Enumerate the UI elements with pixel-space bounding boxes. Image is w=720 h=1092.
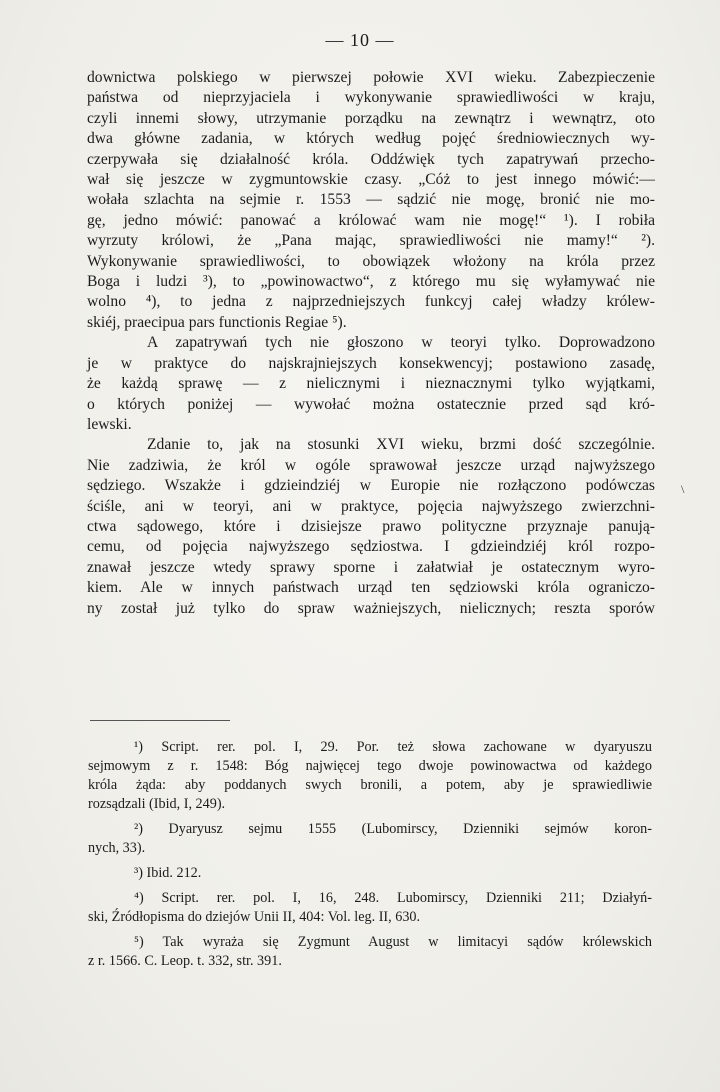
footnote-4	[88, 889, 652, 927]
text-line: czyli innemi słowy, utrzymanie porządku na zewnątrz i wewnątrz, oto	[87, 109, 655, 127]
text-line: downictwa polskiego w pierwszej połowie XVI wieku. Zabezpieczenie	[87, 69, 655, 86]
text-line: wolno ⁴), to jedna z najprzedniejszych funkcyj całej władzy królew-	[87, 293, 655, 311]
paragraph-3	[87, 435, 655, 619]
footnote-5	[88, 933, 652, 971]
footnote-line: ²) Dyaryusz sejmu 1555 (Lubomirscy, Dzienniki sejmów koron-	[134, 821, 652, 837]
text-line: wołała szlachta na sejmie r. 1553 — sądzić nie mogę, bronić nie mo-	[87, 191, 655, 209]
text-line: ctwa sądowego, które i dzisiejsze prawo polityczne przyznaje panują-	[87, 517, 655, 535]
text-line: o których poniżej — wywołać można ostatecznie przed sąd kró-	[87, 395, 655, 413]
footnote-line: ¹) Script. rer. pol. I, 29. Por. też słowa zachowane w dyaryuszu	[134, 739, 652, 755]
footnotes	[88, 738, 652, 977]
margin-mark: \	[681, 482, 685, 496]
text-line: wał się jeszcze w zygmuntowskie czasy. „Cóż to jest innego mówić:—	[87, 171, 655, 189]
text-line: czerpywała się działalność króla. Oddźwięk tych zapatrywań przecho-	[87, 150, 655, 168]
text-line: wyrzuty królowi, że „Pana mając, sprawiedliwości nie mamy!“ ²).	[87, 232, 655, 250]
footnote-3	[88, 864, 652, 883]
text-line: kiem. Ale w innych państwach urząd ten sędziowski króla ograniczo-	[87, 579, 655, 597]
text-line: lewski.	[87, 415, 132, 433]
text-line: A zapatrywań tych nie głoszono w teoryi tylko. Doprowadzono	[147, 334, 655, 352]
footnote-line: rozsądzali (Ibid, I, 249).	[88, 796, 226, 812]
footnote-line: sejmowym z r. 1548: Bóg najwięcej tego dwoje powinowactwa od każdego	[88, 758, 652, 774]
text-line: cemu, od pojęcia najwyższego sędziostwa. I gdzieindziéj król rozpo-	[87, 538, 655, 556]
text-line: że każdą sprawę — z nielicznymi i nieznacznymi tylko wyjątkami,	[87, 375, 655, 393]
footnote-line: z r. 1566. C. Leop. t. 332, str. 391.	[88, 953, 282, 969]
text-line: Wykonywanie sprawiedliwości, to obowiązek włożony na króla przez	[87, 252, 655, 270]
text-line: dwa główne zadania, w których według pojęć średniowiecznych wy-	[87, 130, 655, 148]
footnote-line: ski, Źródłopisma do dziejów Unii II, 404: Vol. leg. II, 630.	[88, 909, 421, 925]
text-line: je w praktyce do najskrajniejszych konsekwencyj; postawiono zasadę,	[87, 354, 655, 372]
footnote-2	[88, 820, 652, 858]
text-line: ściśle, ani w teoryi, ani w praktyce, pojęcia najwyższego zwierzchni-	[87, 497, 655, 515]
text-line: sędziego. Wszakże i gdzieindziéj w Europie nie rozłączono podówczas	[87, 477, 655, 495]
footnote-line: ⁴) Script. rer. pol. I, 16, 248. Lubomirscy, Dzienniki 211; Działyń-	[134, 890, 652, 906]
page-number: — 10 —	[325, 30, 395, 50]
footnote-1	[88, 738, 652, 814]
text-line: Boga i ludzi ³), to „powinowactwo“, z którego mu się wyłamywać nie	[87, 273, 655, 291]
footnote-line: ⁵) Tak wyraża się Zygmunt August w limitacyi sądów królewskich	[134, 934, 652, 950]
footnote-line: króla żąda: aby poddanych swych bronili, a potem, aby je sprawiedliwie	[88, 777, 652, 793]
footnote-divider	[90, 720, 230, 721]
text-line: Zdanie to, jak na stosunki XVI wieku, brzmi dość szczególnie.	[147, 436, 655, 454]
paragraph-2	[87, 333, 655, 435]
text-line: skiéj, praecipua pars functionis Regiae ⁵).	[87, 313, 347, 331]
text-line: gę, jedno mówić: panować a królować wam nie mogę!“ ¹). I robiła	[87, 211, 655, 229]
paragraph-1	[87, 68, 655, 333]
body-text	[87, 68, 655, 619]
text-line: państwa od nieprzyjaciela i wykonywanie sprawiedliwości w kraju,	[87, 89, 655, 107]
footnote-line: ³) Ibid. 212.	[134, 865, 202, 881]
footnote-line: nych, 33).	[88, 840, 146, 856]
text-line: Nie zadziwia, że król w ogóle sprawował jeszcze urząd najwyższego	[87, 456, 655, 474]
text-line: znawał jeszcze wtedy sprawy sporne i załatwiał je ostatecznym wyro-	[87, 558, 655, 576]
text-line: ny został już tylko do spraw ważniejszych, nielicznych; reszta sporów	[87, 599, 655, 617]
